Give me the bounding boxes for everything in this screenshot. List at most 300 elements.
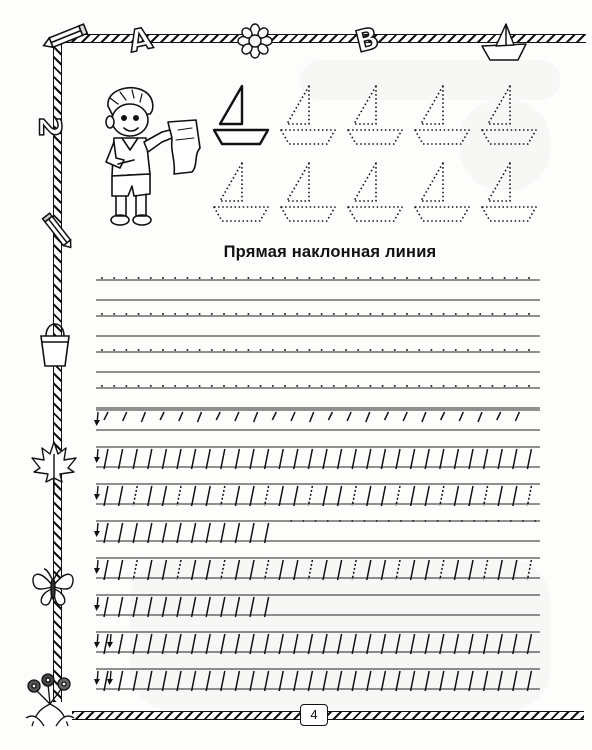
- tracing-dot: [260, 385, 262, 387]
- tracing-dot: [528, 349, 530, 351]
- tracing-dot: [394, 313, 396, 315]
- slant-stroke: [119, 671, 123, 691]
- tracing-dot: [522, 520, 524, 522]
- tracing-dot: [235, 349, 237, 351]
- slant-stroke: [119, 597, 123, 617]
- slant-stroke: [498, 560, 502, 580]
- slant-stroke: [425, 486, 429, 506]
- slant-stroke: [104, 412, 108, 420]
- tracing-dot: [357, 313, 359, 315]
- tracing-dot: [516, 313, 518, 315]
- slant-stroke: [162, 634, 166, 654]
- sailboat-tracing-icon: [348, 86, 402, 144]
- tracing-dot: [491, 277, 493, 279]
- tracing-dot: [455, 277, 457, 279]
- slant-stroke: [497, 412, 501, 420]
- slant-stroke: [425, 560, 429, 580]
- tracing-dot: [308, 385, 310, 387]
- slant-stroke: [104, 597, 108, 617]
- slant-stroke: [498, 449, 502, 469]
- slant-stroke: [235, 523, 239, 543]
- slant-stroke: [294, 486, 298, 506]
- tracing-dot: [174, 385, 176, 387]
- slant-stroke: [250, 486, 254, 506]
- slant-stroke: [338, 560, 342, 580]
- slant-stroke: [381, 486, 385, 506]
- tracing-dot: [308, 277, 310, 279]
- slant-stroke: [367, 449, 371, 469]
- slant-stroke: [454, 634, 458, 654]
- slant-stroke: [250, 634, 254, 654]
- tracing-dot: [315, 520, 317, 522]
- slant-stroke: [484, 449, 488, 469]
- tracing-dot: [455, 349, 457, 351]
- tracing-dot: [534, 520, 536, 522]
- tracing-dot: [406, 385, 408, 387]
- tracing-dot: [351, 520, 353, 522]
- slant-stroke: [527, 560, 531, 580]
- tracing-dot: [284, 385, 286, 387]
- slant-stroke: [162, 671, 166, 691]
- tracing-dot: [174, 349, 176, 351]
- slant-stroke: [484, 671, 488, 691]
- slant-stroke: [513, 449, 517, 469]
- sailboat-tracing-icon: [415, 86, 469, 144]
- slant-stroke: [235, 449, 239, 469]
- slant-stroke: [352, 449, 356, 469]
- slant-stroke: [148, 597, 152, 617]
- tracing-dot: [467, 349, 469, 351]
- tracing-dot: [162, 349, 164, 351]
- tracing-dot: [479, 349, 481, 351]
- tracing-dot: [357, 277, 359, 279]
- tracing-dot: [516, 349, 518, 351]
- tracing-dot: [491, 385, 493, 387]
- slant-stroke: [192, 671, 196, 691]
- slant-stroke: [206, 449, 210, 469]
- tracing-dot: [186, 349, 188, 351]
- slant-stroke: [235, 597, 239, 617]
- tracing-dot: [394, 349, 396, 351]
- tracing-dot: [211, 385, 213, 387]
- tracing-dot: [504, 385, 506, 387]
- tracing-dot: [430, 313, 432, 315]
- slant-stroke: [192, 560, 196, 580]
- slant-stroke: [469, 671, 473, 691]
- slant-stroke: [221, 634, 225, 654]
- sailboat-tracing-icon: [281, 163, 335, 221]
- slant-stroke: [250, 449, 254, 469]
- tracing-dot: [211, 277, 213, 279]
- slant-stroke: [192, 634, 196, 654]
- tracing-dot: [101, 385, 103, 387]
- sailboat-tracing-icon: [482, 163, 536, 221]
- slant-stroke: [513, 560, 517, 580]
- tracing-dot: [113, 385, 115, 387]
- slant-stroke: [411, 634, 415, 654]
- slant-stroke: [308, 449, 312, 469]
- slant-stroke: [119, 560, 123, 580]
- slant-stroke: [104, 560, 108, 580]
- tracing-dot: [260, 277, 262, 279]
- slant-stroke: [367, 560, 371, 580]
- slant-stroke: [454, 560, 458, 580]
- slant-stroke: [119, 523, 123, 543]
- slant-stroke: [192, 523, 196, 543]
- tracing-dot: [162, 313, 164, 315]
- tracing-dot: [199, 385, 201, 387]
- direction-arrow: [94, 420, 100, 426]
- slant-stroke: [162, 523, 166, 543]
- tracing-dot: [308, 349, 310, 351]
- slant-stroke: [469, 449, 473, 469]
- slant-stroke: [498, 634, 502, 654]
- tracing-dot: [510, 520, 512, 522]
- slant-stroke: [515, 412, 519, 421]
- direction-arrow: [94, 531, 100, 537]
- tracing-dot: [504, 349, 506, 351]
- slant-stroke: [250, 597, 254, 617]
- slant-stroke: [478, 412, 482, 422]
- tracing-dot: [418, 313, 420, 315]
- slant-stroke: [310, 412, 314, 422]
- tracing-dot: [443, 313, 445, 315]
- slant-stroke: [177, 634, 181, 654]
- tracing-dot: [382, 277, 384, 279]
- slant-stroke: [338, 671, 342, 691]
- slant-stroke: [162, 560, 166, 580]
- tracing-dot: [186, 385, 188, 387]
- slant-stroke: [148, 449, 152, 469]
- tracing-dot: [321, 277, 323, 279]
- slant-stroke: [454, 449, 458, 469]
- slant-stroke: [469, 634, 473, 654]
- slant-stroke: [272, 412, 276, 420]
- sailboat-tracing-icon: [415, 163, 469, 221]
- sailboat-tracing-icon: [281, 86, 335, 144]
- slant-stroke: [469, 486, 473, 506]
- direction-arrow: [94, 568, 100, 574]
- tracing-dot: [223, 313, 225, 315]
- tracing-dot: [400, 520, 402, 522]
- slant-stroke: [513, 671, 517, 691]
- tracing-dot: [376, 520, 378, 522]
- slant-stroke: [308, 560, 312, 580]
- slant-stroke: [366, 412, 370, 422]
- slant-stroke: [265, 486, 269, 506]
- slant-stroke: [221, 597, 225, 617]
- slant-stroke: [294, 449, 298, 469]
- tracing-dot: [406, 313, 408, 315]
- slant-stroke: [160, 412, 164, 420]
- tracing-dot: [418, 385, 420, 387]
- slant-stroke: [119, 449, 123, 469]
- slant-stroke: [133, 671, 137, 691]
- tracing-dot: [223, 385, 225, 387]
- slant-stroke: [265, 634, 269, 654]
- slant-stroke: [352, 671, 356, 691]
- slant-stroke: [440, 486, 444, 506]
- tracing-dot: [113, 313, 115, 315]
- tracing-dot: [223, 349, 225, 351]
- slant-stroke: [352, 560, 356, 580]
- slant-stroke: [250, 671, 254, 691]
- tracing-dot: [406, 277, 408, 279]
- slant-stroke: [385, 412, 389, 420]
- tracing-dot: [369, 313, 371, 315]
- tracing-dot: [162, 385, 164, 387]
- tracing-dot: [125, 385, 127, 387]
- slant-stroke: [104, 634, 108, 654]
- slant-stroke: [396, 634, 400, 654]
- tracing-dot: [174, 277, 176, 279]
- slant-stroke: [484, 634, 488, 654]
- slant-stroke: [279, 486, 283, 506]
- tracing-dot: [528, 385, 530, 387]
- tracing-dot: [125, 313, 127, 315]
- slant-stroke: [265, 671, 269, 691]
- tracing-dot: [199, 277, 201, 279]
- slant-stroke: [235, 671, 239, 691]
- tracing-dot: [516, 385, 518, 387]
- slant-stroke: [308, 486, 312, 506]
- tracing-dot: [125, 277, 127, 279]
- slant-stroke: [177, 560, 181, 580]
- tracing-dot: [528, 313, 530, 315]
- slant-stroke: [265, 523, 269, 543]
- slant-stroke: [123, 412, 127, 421]
- tracing-dot: [504, 277, 506, 279]
- tracing-dot: [424, 520, 426, 522]
- tracing-dot: [394, 277, 396, 279]
- slant-stroke: [294, 634, 298, 654]
- slant-stroke: [323, 486, 327, 506]
- tracing-dot: [516, 277, 518, 279]
- tracing-dot: [369, 349, 371, 351]
- tracing-dot: [406, 349, 408, 351]
- tracing-dot: [437, 520, 439, 522]
- tracing-dot: [479, 277, 481, 279]
- slant-stroke: [291, 412, 295, 421]
- tracing-dot: [174, 313, 176, 315]
- slant-stroke: [177, 486, 181, 506]
- slant-stroke: [323, 671, 327, 691]
- tracing-dot: [186, 277, 188, 279]
- slant-stroke: [265, 597, 269, 617]
- tracing-dot: [272, 385, 274, 387]
- tracing-dot: [272, 277, 274, 279]
- tracing-dot: [247, 349, 249, 351]
- slant-stroke: [133, 523, 137, 543]
- slant-stroke: [250, 523, 254, 543]
- tracing-dot: [235, 385, 237, 387]
- slant-stroke: [221, 486, 225, 506]
- slant-stroke: [279, 634, 283, 654]
- tracing-dot: [235, 277, 237, 279]
- slant-stroke: [148, 634, 152, 654]
- slant-stroke: [177, 523, 181, 543]
- slant-stroke: [192, 597, 196, 617]
- slant-stroke: [396, 486, 400, 506]
- tracing-dot: [302, 520, 304, 522]
- direction-arrow: [107, 679, 113, 685]
- slant-stroke: [367, 671, 371, 691]
- slant-stroke: [527, 634, 531, 654]
- slant-stroke: [441, 412, 445, 420]
- tracing-dot: [296, 349, 298, 351]
- slant-stroke: [177, 449, 181, 469]
- slant-stroke: [206, 671, 210, 691]
- tracing-dot: [162, 277, 164, 279]
- tracing-dot: [467, 385, 469, 387]
- slant-stroke: [422, 412, 426, 422]
- slant-stroke: [221, 449, 225, 469]
- tracing-dot: [272, 313, 274, 315]
- tracing-dot: [296, 385, 298, 387]
- slant-stroke: [206, 597, 210, 617]
- slant-stroke: [235, 560, 239, 580]
- slant-stroke: [294, 671, 298, 691]
- tracing-dot: [455, 385, 457, 387]
- slant-stroke: [308, 671, 312, 691]
- slant-stroke: [425, 634, 429, 654]
- tracing-dot: [394, 385, 396, 387]
- slant-stroke: [396, 671, 400, 691]
- tracing-dot: [467, 313, 469, 315]
- tracing-dot: [418, 277, 420, 279]
- slant-stroke: [411, 486, 415, 506]
- slant-stroke: [206, 560, 210, 580]
- border-number-2: 2: [31, 116, 67, 138]
- tracing-dot: [113, 349, 115, 351]
- tracing-dot: [138, 385, 140, 387]
- tracing-dot: [333, 349, 335, 351]
- page-number: 4: [300, 704, 328, 726]
- tracing-dot: [308, 313, 310, 315]
- tracing-dot: [260, 349, 262, 351]
- slant-stroke: [235, 412, 239, 421]
- slant-stroke: [148, 486, 152, 506]
- slant-stroke: [279, 560, 283, 580]
- sailboat-tracing-icon: [214, 163, 268, 221]
- tracing-dot: [150, 277, 152, 279]
- slant-stroke: [396, 560, 400, 580]
- tracing-dot: [418, 349, 420, 351]
- slant-stroke: [221, 671, 225, 691]
- slant-stroke: [411, 560, 415, 580]
- sailboat-tracing-icon: [482, 86, 536, 144]
- tracing-dot: [449, 520, 451, 522]
- tracing-dot: [113, 277, 115, 279]
- slant-stroke: [498, 671, 502, 691]
- slant-stroke: [133, 486, 137, 506]
- slant-stroke: [148, 523, 152, 543]
- tracing-dot: [247, 385, 249, 387]
- tracing-dot: [345, 277, 347, 279]
- slant-stroke: [294, 560, 298, 580]
- slant-stroke: [396, 449, 400, 469]
- slant-stroke: [250, 560, 254, 580]
- tracing-dot: [382, 313, 384, 315]
- tracing-dot: [412, 520, 414, 522]
- slant-stroke: [148, 560, 152, 580]
- tracing-dot: [296, 277, 298, 279]
- slant-stroke: [513, 486, 517, 506]
- tracing-dot: [284, 349, 286, 351]
- tracing-dot: [382, 349, 384, 351]
- slant-stroke: [279, 671, 283, 691]
- slant-stroke: [235, 634, 239, 654]
- tracing-dot: [345, 349, 347, 351]
- slant-stroke: [381, 449, 385, 469]
- tracing-dot: [528, 277, 530, 279]
- slant-stroke: [513, 634, 517, 654]
- slant-stroke: [133, 597, 137, 617]
- slant-stroke: [119, 486, 123, 506]
- slant-stroke: [352, 486, 356, 506]
- tracing-dot: [443, 277, 445, 279]
- slant-stroke: [323, 634, 327, 654]
- direction-arrow: [94, 679, 100, 685]
- tracing-dot: [357, 349, 359, 351]
- worksheet-title: Прямая наклонная линия: [223, 243, 437, 261]
- slant-stroke: [148, 671, 152, 691]
- slant-stroke: [279, 449, 283, 469]
- tracing-dot: [455, 313, 457, 315]
- slant-stroke: [338, 449, 342, 469]
- tracing-dot: [290, 520, 292, 522]
- slant-stroke: [265, 560, 269, 580]
- tracing-dot: [430, 277, 432, 279]
- slant-stroke: [104, 486, 108, 506]
- sailboat-icon: [214, 86, 268, 144]
- slant-stroke: [162, 597, 166, 617]
- slant-stroke: [141, 412, 145, 422]
- slant-stroke: [179, 412, 183, 421]
- slant-stroke: [381, 634, 385, 654]
- tracing-dot: [284, 277, 286, 279]
- slant-stroke: [527, 486, 531, 506]
- slant-stroke: [221, 560, 225, 580]
- slant-stroke: [328, 412, 332, 420]
- tracing-dot: [479, 313, 481, 315]
- slant-stroke: [206, 523, 210, 543]
- tracing-dot: [430, 385, 432, 387]
- tracing-dot: [388, 520, 390, 522]
- slant-stroke: [308, 634, 312, 654]
- tracing-dot: [345, 313, 347, 315]
- slant-stroke: [403, 412, 407, 421]
- tracing-dot: [235, 313, 237, 315]
- tracing-dot: [138, 277, 140, 279]
- direction-arrow: [107, 642, 113, 648]
- tracing-dot: [369, 385, 371, 387]
- tracing-dot: [125, 349, 127, 351]
- slant-stroke: [381, 560, 385, 580]
- tracing-dot: [491, 349, 493, 351]
- slant-stroke: [192, 486, 196, 506]
- tracing-dot: [467, 277, 469, 279]
- tracing-dot: [443, 385, 445, 387]
- tracing-dot: [150, 349, 152, 351]
- slant-stroke: [235, 486, 239, 506]
- tracing-dot: [327, 520, 329, 522]
- tracing-dot: [333, 385, 335, 387]
- tracing-dot: [247, 277, 249, 279]
- slant-stroke: [177, 597, 181, 617]
- tracing-dot: [296, 313, 298, 315]
- slant-stroke: [527, 671, 531, 691]
